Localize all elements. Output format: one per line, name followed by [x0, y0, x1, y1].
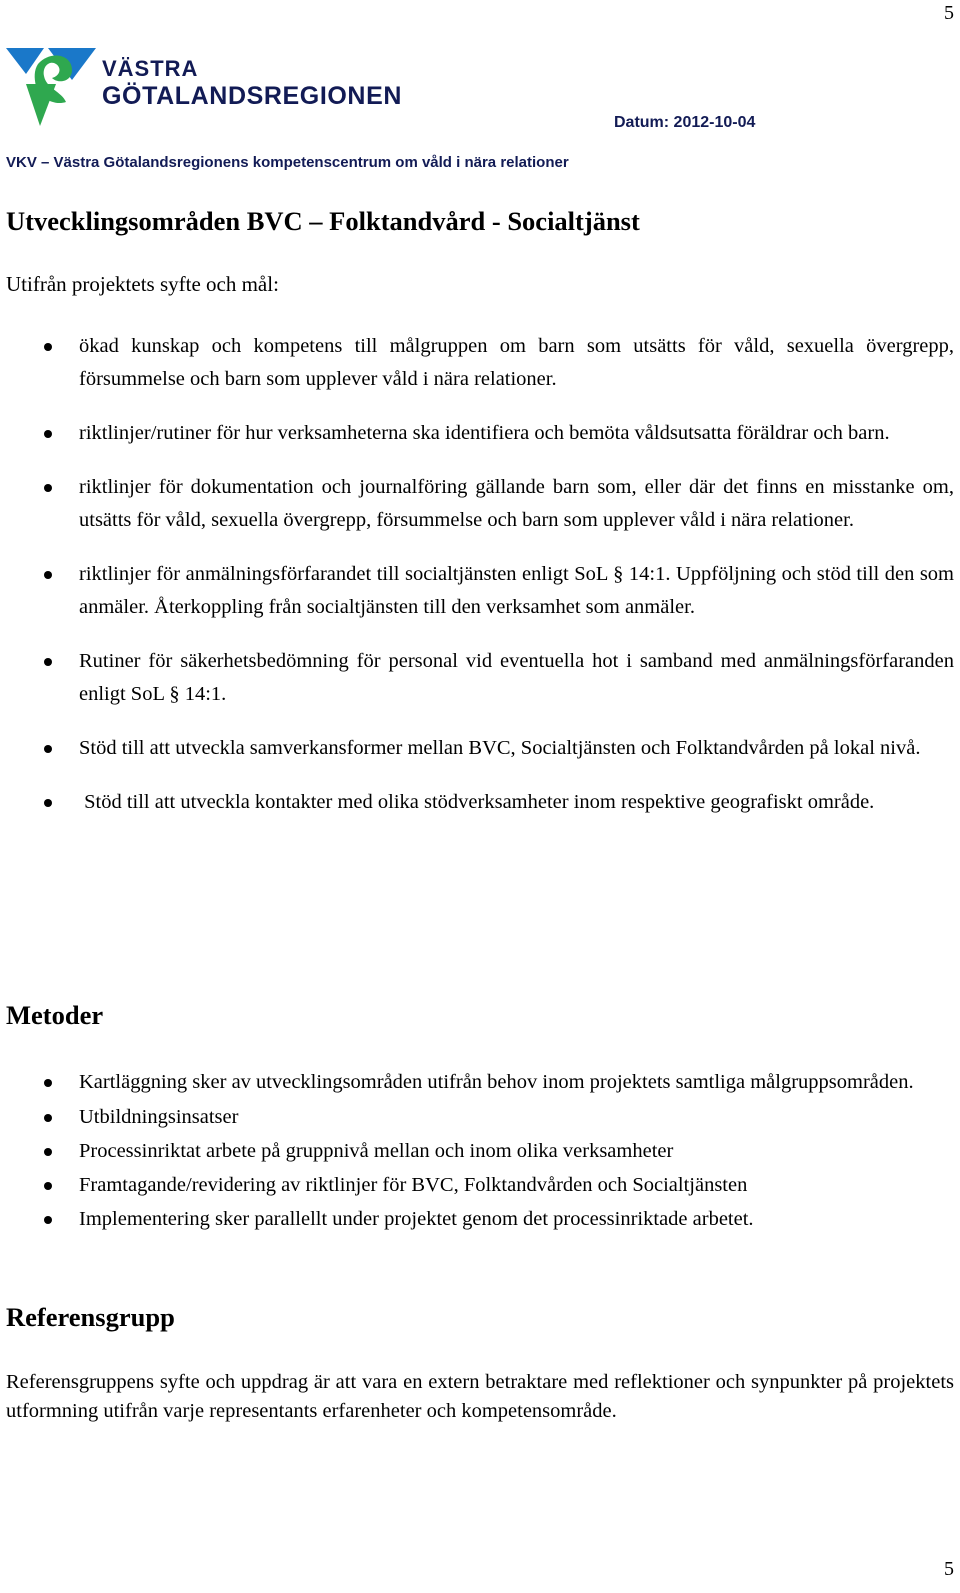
bullet-icon [44, 571, 52, 579]
logo-text-line1: VÄSTRA [102, 56, 199, 81]
page-number-top: 5 [944, 2, 954, 24]
list-item [0, 732, 954, 765]
bullet-icon [44, 1148, 52, 1156]
goals-list [0, 330, 954, 819]
region-logo [6, 44, 406, 130]
list-item [0, 471, 954, 537]
region-logo-emblem-icon [6, 44, 98, 130]
list-item-text: Rutiner för säkerhetsbedömning för personal vid eventuella hot i samband med anmälningsförfaranden enligt SoL § 14:1. [79, 650, 954, 705]
bullet-icon [44, 1216, 52, 1224]
bullet-icon [44, 484, 52, 492]
bullet-icon [44, 799, 52, 807]
list-item-text: Processinriktat arbete på gruppnivå mellan och inom olika verksamheter [79, 1140, 674, 1162]
list-item [0, 645, 954, 711]
document-title: Utvecklingsområden BVC – Folktandvård - Socialtjänst [6, 206, 640, 236]
bullet-icon [44, 343, 52, 351]
list-item [0, 1203, 954, 1236]
list-item [0, 558, 954, 624]
list-item-text: Stöd till att utveckla samverkansformer mellan BVC, Socialtjänsten och Folktandvården på lokal nivå. [79, 737, 921, 759]
list-item-text: riktlinjer/rutiner för hur verksamheterna ska identifiera och bemöta våldsutsatta föräldrar och barn. [79, 422, 890, 444]
list-item [0, 1169, 954, 1202]
intro-text: Utifrån projektets syfte och mål: [6, 272, 279, 296]
bullet-icon [44, 745, 52, 753]
logo-text-line2: GÖTALANDSREGIONEN [102, 82, 403, 110]
bullet-icon [44, 430, 52, 438]
list-item-text: Implementering sker parallellt under projektet genom det processinriktade arbetet. [79, 1208, 754, 1230]
reference-text: Referensgruppens syfte och uppdrag är att vara en extern betraktare med reflektioner och synpunkter på projektets utformning utifrån varje representants erfarenheter och kompetensområde. [6, 1371, 954, 1422]
reference-heading: Referensgrupp [6, 1302, 175, 1332]
list-item-text: riktlinjer för anmälningsförfarandet till socialtjänsten enligt SoL § 14:1. Uppföljning och stöd till den som anmäler. Återkoppling från socialtjänsten till den verksamhet som anmäler. [79, 563, 954, 618]
list-item-text: Framtagande/revidering av riktlinjer för BVC, Folktandvården och Socialtjänsten [79, 1174, 748, 1196]
methods-heading: Metoder [6, 1000, 104, 1030]
list-item [0, 417, 954, 450]
methods-list [0, 1066, 954, 1236]
organization-name: VKV – Västra Götalandsregionens kompetenscentrum om våld i nära relationer [6, 154, 569, 171]
list-item [0, 786, 954, 819]
bullet-icon [44, 1182, 52, 1190]
list-item [0, 330, 954, 396]
list-item-text: Utbildningsinsatser [79, 1106, 239, 1128]
page-number-bottom: 5 [944, 1558, 954, 1580]
list-item-text: riktlinjer för dokumentation och journalföring gällande barn som, eller där det finns en misstanke om, utsätts för våld, sexuella övergrepp, försummelse och barn som upplever våld i nära relationer. [79, 476, 954, 531]
list-item-text: ökad kunskap och kompetens till målgruppen om barn som utsätts för våld, sexuella övergrepp, försummelse och barn som upplever våld i nära relationer. [79, 335, 954, 390]
list-item [0, 1135, 954, 1168]
list-item [0, 1101, 954, 1134]
bullet-icon [44, 1114, 52, 1122]
bullet-icon [44, 658, 52, 666]
list-item [0, 1066, 954, 1099]
list-item-text: Stöd till att utveckla kontakter med olika stödverksamheter inom respektive geografiskt område. [79, 791, 875, 813]
bullet-icon [44, 1079, 52, 1087]
document-date: Datum: 2012-10-04 [614, 114, 756, 131]
list-item-text: Kartläggning sker av utvecklingsområden utifrån behov inom projektets samtliga målgruppsområden. [79, 1071, 914, 1093]
